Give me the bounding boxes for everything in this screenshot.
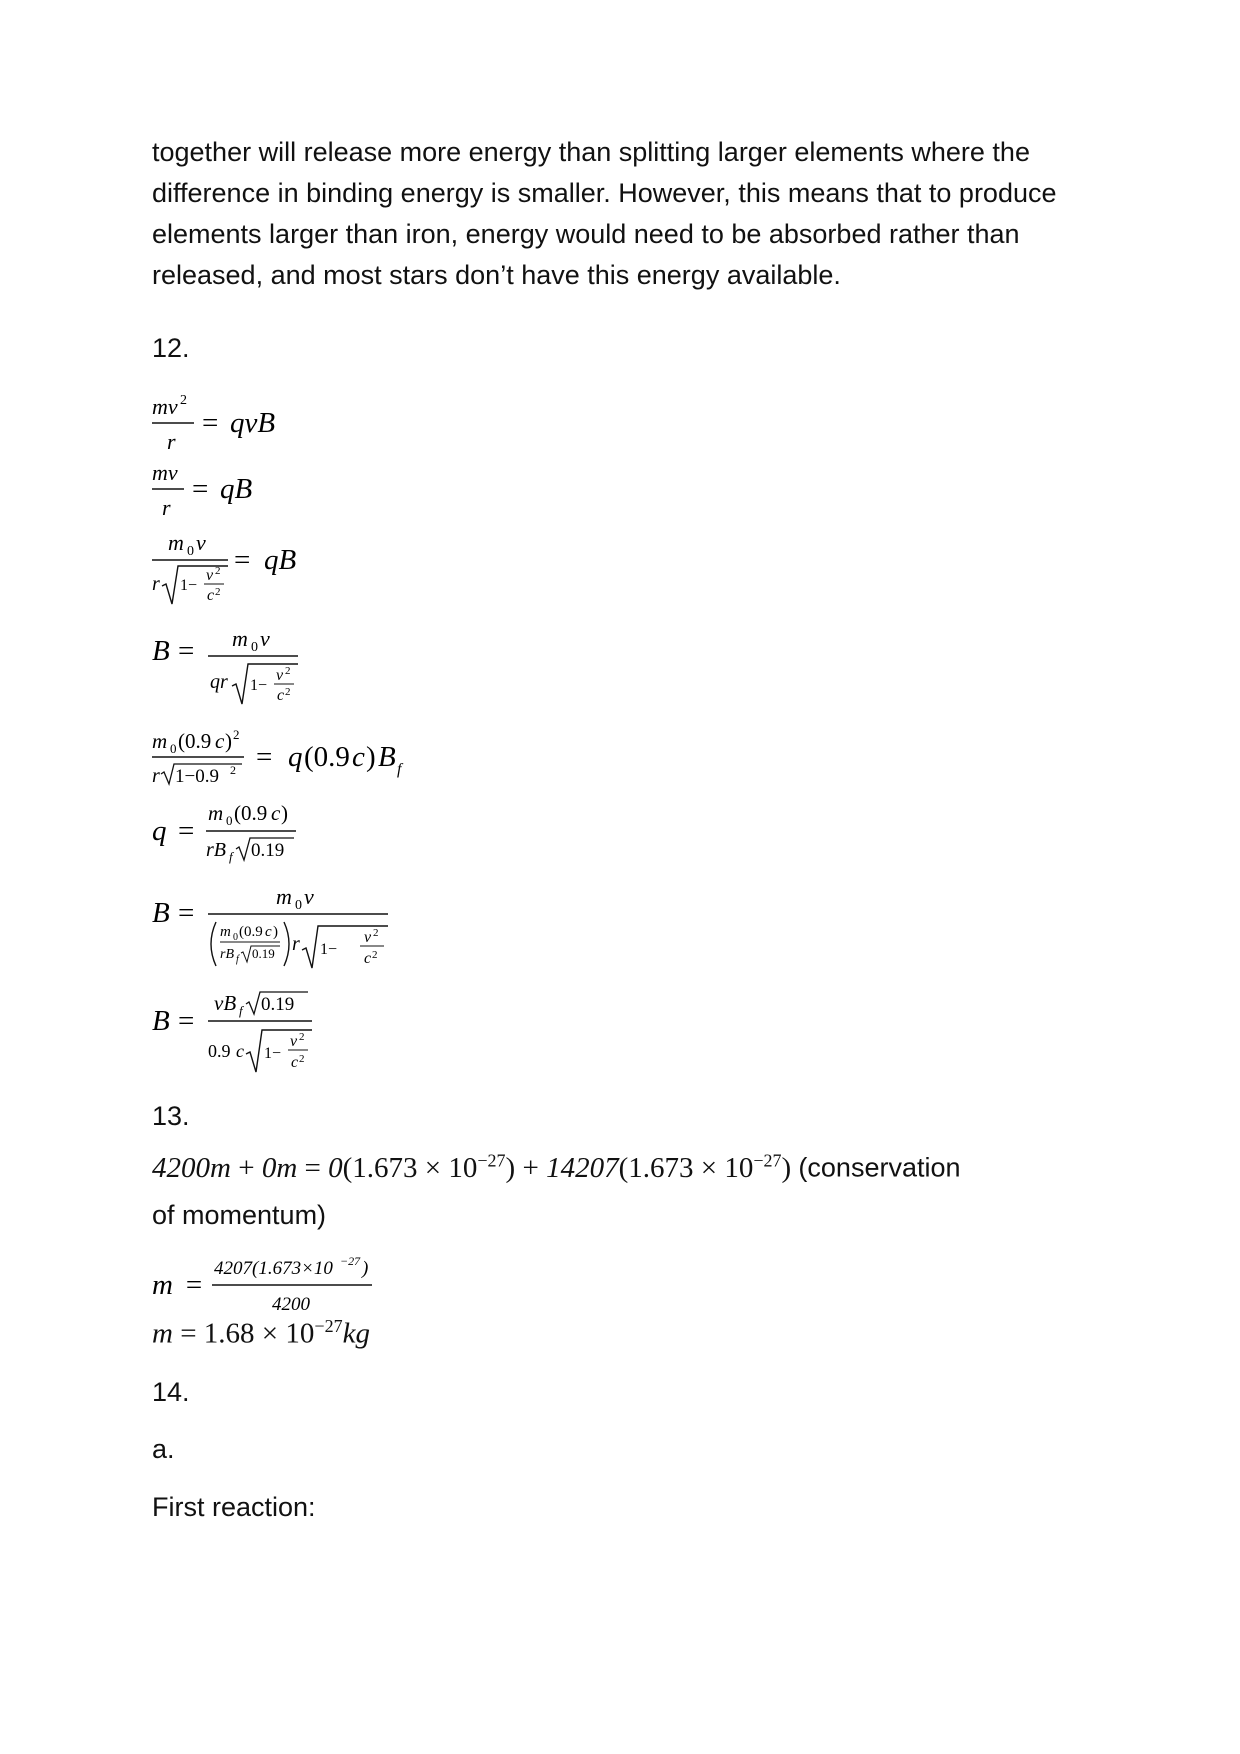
svg-text:c: c bbox=[215, 729, 225, 753]
svg-text:m: m bbox=[152, 729, 168, 753]
equation-1 bbox=[152, 388, 312, 458]
svg-text:c: c bbox=[236, 1041, 244, 1061]
svg-text:=: = bbox=[178, 815, 195, 847]
svg-text:c: c bbox=[291, 1054, 299, 1071]
svg-text:): ) bbox=[225, 729, 232, 753]
svg-text:0: 0 bbox=[170, 741, 177, 756]
svg-text:m: m bbox=[208, 801, 224, 825]
svg-text:r: r bbox=[152, 573, 160, 595]
svg-text:vB: vB bbox=[214, 991, 237, 1015]
svg-text:): ) bbox=[273, 924, 278, 940]
svg-text:0.19: 0.19 bbox=[251, 840, 285, 861]
svg-text:−27: −27 bbox=[340, 1254, 361, 1268]
intro-paragraph: together will release more energy than splitting larger elements where the difference in binding energy is smaller. However, this means that to produce elements larger than iron, energy would need to be absorbed rather than released, and most stars don’t have this energy available. bbox=[152, 137, 1057, 290]
svg-text:mv: mv bbox=[152, 394, 178, 419]
mass-result-equation: $m = 1.68 \times 10^{-27}kg$ bbox=[152, 1316, 370, 1350]
svg-text:v: v bbox=[196, 530, 206, 555]
svg-text:c: c bbox=[277, 687, 285, 704]
svg-text:qB: qB bbox=[220, 473, 253, 505]
svg-text:q: q bbox=[152, 815, 167, 847]
svg-text:qvB: qvB bbox=[230, 407, 276, 439]
svg-text:m: m bbox=[232, 626, 248, 651]
svg-text:f: f bbox=[236, 954, 239, 965]
svg-text:2: 2 bbox=[299, 1031, 305, 1043]
svg-text:=: = bbox=[234, 544, 251, 576]
svg-text:=: = bbox=[178, 897, 195, 929]
svg-text:m: m bbox=[276, 884, 292, 909]
svg-text:2: 2 bbox=[215, 565, 221, 577]
svg-text:B: B bbox=[152, 1005, 170, 1037]
svg-text:): ) bbox=[362, 1258, 369, 1279]
momentum-equation: $4200m + 0m = 0(1.673 \times 10^{-27}) + 14207(1.673 \times 10^{-27})$ bbox=[152, 1150, 792, 1184]
svg-text:r: r bbox=[292, 933, 300, 955]
momentum-note-2: of momentum) bbox=[152, 1200, 327, 1230]
svg-text:(0.9: (0.9 bbox=[239, 924, 263, 940]
svg-text:0.9: 0.9 bbox=[208, 1041, 231, 1061]
svg-text:=: = bbox=[178, 635, 195, 667]
svg-text:): ) bbox=[366, 741, 376, 773]
question-13-label: 13. bbox=[152, 1101, 190, 1131]
svg-text:0: 0 bbox=[295, 898, 302, 913]
svg-text:B: B bbox=[152, 635, 170, 667]
svg-text:): ) bbox=[281, 801, 288, 825]
equation-7 bbox=[152, 880, 402, 980]
equation-4 bbox=[152, 624, 312, 714]
svg-text:r: r bbox=[152, 765, 160, 787]
svg-text:c: c bbox=[207, 587, 215, 604]
svg-text:c: c bbox=[265, 924, 272, 940]
svg-text:=: = bbox=[202, 407, 219, 439]
equation-8 bbox=[152, 988, 342, 1078]
svg-text:0: 0 bbox=[226, 813, 233, 828]
svg-text:(0.9: (0.9 bbox=[178, 729, 212, 753]
svg-text:v: v bbox=[260, 626, 270, 651]
svg-text:r: r bbox=[162, 495, 171, 520]
svg-text:f: f bbox=[239, 1003, 243, 1018]
svg-text:c: c bbox=[352, 741, 365, 773]
svg-text:m: m bbox=[220, 924, 231, 940]
svg-text:q: q bbox=[288, 741, 303, 773]
svg-text:(0.9: (0.9 bbox=[304, 741, 350, 773]
svg-text:=: = bbox=[192, 473, 209, 505]
svg-text:4200: 4200 bbox=[272, 1294, 310, 1315]
svg-text:qr: qr bbox=[210, 671, 228, 693]
svg-text:v: v bbox=[290, 1033, 298, 1050]
equation-5 bbox=[152, 724, 432, 790]
svg-text:2: 2 bbox=[230, 763, 236, 777]
svg-text:(0.9: (0.9 bbox=[234, 801, 268, 825]
momentum-note-1: (conservation bbox=[798, 1152, 961, 1183]
svg-text:rB: rB bbox=[220, 947, 234, 962]
equation-2 bbox=[152, 456, 272, 522]
svg-text:0: 0 bbox=[233, 932, 238, 943]
svg-text:=: = bbox=[178, 1005, 195, 1037]
svg-text:2: 2 bbox=[299, 1053, 305, 1065]
svg-text:r: r bbox=[167, 429, 176, 454]
svg-text:0: 0 bbox=[251, 640, 258, 655]
svg-text:=: = bbox=[256, 741, 273, 773]
svg-text:1−: 1− bbox=[250, 677, 268, 694]
question-14-label: 14. bbox=[152, 1377, 190, 1407]
svg-text:qB: qB bbox=[264, 544, 297, 576]
first-reaction-label: First reaction: bbox=[152, 1492, 316, 1522]
equation-3 bbox=[152, 528, 312, 612]
svg-text:f: f bbox=[397, 761, 402, 778]
svg-text:v: v bbox=[304, 884, 314, 909]
svg-text:1−: 1− bbox=[320, 941, 338, 958]
svg-text:2: 2 bbox=[285, 686, 291, 698]
svg-text:1−0.9: 1−0.9 bbox=[175, 766, 219, 787]
mass-fraction-equation bbox=[152, 1252, 412, 1318]
svg-text:0: 0 bbox=[187, 544, 194, 559]
svg-text:4207(1.673×10: 4207(1.673×10 bbox=[214, 1258, 333, 1279]
svg-text:2: 2 bbox=[372, 949, 378, 961]
svg-text:B: B bbox=[152, 897, 170, 929]
svg-text:c: c bbox=[364, 950, 372, 967]
question-12-label: 12. bbox=[152, 333, 190, 363]
svg-text:mv: mv bbox=[152, 460, 178, 485]
svg-text:v: v bbox=[276, 667, 284, 684]
svg-text:v: v bbox=[206, 567, 214, 584]
svg-text:c: c bbox=[271, 801, 281, 825]
svg-text:f: f bbox=[229, 849, 233, 864]
svg-text:2: 2 bbox=[215, 586, 221, 598]
svg-text:rB: rB bbox=[206, 839, 226, 861]
svg-text:1−: 1− bbox=[264, 1045, 282, 1062]
svg-text:=: = bbox=[184, 1269, 204, 1301]
part-a-label: a. bbox=[152, 1434, 175, 1464]
svg-text:m: m bbox=[168, 530, 184, 555]
svg-text:0.19: 0.19 bbox=[261, 994, 295, 1015]
svg-text:1−: 1− bbox=[180, 577, 198, 594]
svg-text:2: 2 bbox=[233, 727, 240, 742]
svg-text:2: 2 bbox=[285, 665, 291, 677]
momentum-equation-line bbox=[152, 1150, 1092, 1190]
svg-text:B: B bbox=[378, 741, 396, 773]
equation-6 bbox=[152, 798, 312, 864]
svg-text:2: 2 bbox=[180, 393, 187, 408]
svg-text:0.19: 0.19 bbox=[252, 946, 275, 961]
svg-text:v: v bbox=[364, 929, 372, 946]
svg-text:m: m bbox=[152, 1269, 173, 1301]
svg-text:2: 2 bbox=[373, 927, 379, 939]
